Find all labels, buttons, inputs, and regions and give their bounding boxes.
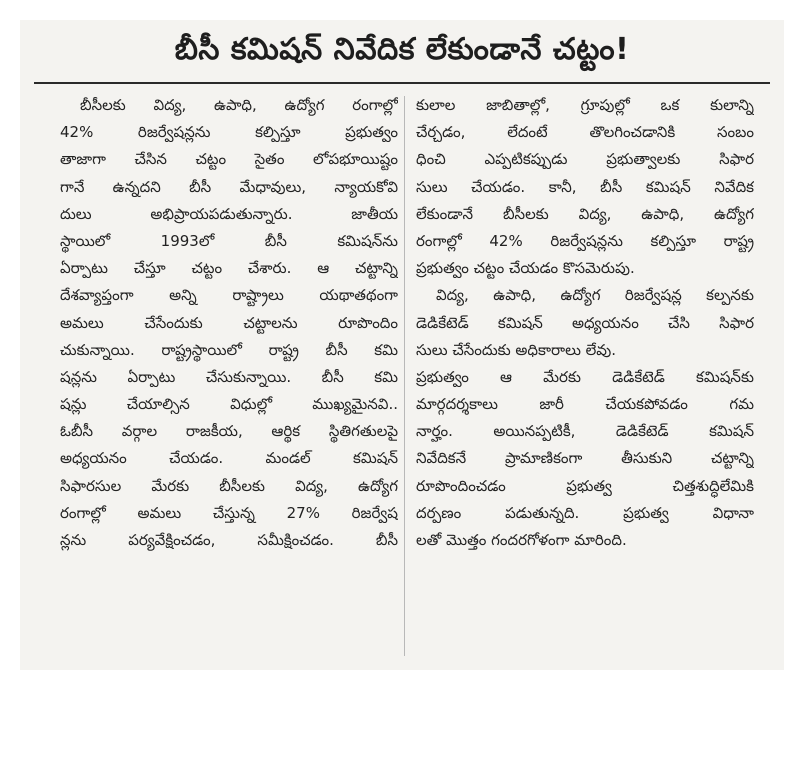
text-line: లేకుండానే బీసీలకు విద్య, ఉపాధి, ఉద్యోగ [416, 204, 754, 223]
headline: బీసీ కమిషన్ నివేదిక లేకుండానే చట్టం! [174, 32, 630, 67]
text-line: సిఫారసుల మేరకు బీసీలకు విద్య, ఉద్యోగ [60, 476, 398, 495]
text-line: రంగాల్లో 42% రిజర్వేషన్లను కల్పిస్తూ రాష్ట్ర [416, 231, 754, 250]
text-line: ధించి ఎప్పటికప్పుడు ప్రభుత్వాలకు సిఫార [416, 150, 754, 169]
text-line: స్థాయిలో 1993లో బీసీ కమిషన్‌ను [60, 231, 398, 250]
text-line: చుకున్నాయి. రాష్ట్రస్థాయిలో రాష్ట్ర బీసీ కమి [60, 340, 398, 359]
headline-rule [34, 82, 770, 84]
text-line: షన్లు చేయాల్సిన విధుల్లో ముఖ్యమైనవి.. [60, 395, 398, 414]
text-line: ప్రభుత్వం ఆ మేరకు డెడికేటెడ్ కమిషన్‌కు [416, 367, 754, 386]
text-line: ఏర్పాటు చేస్తూ చట్టం చేశారు. ఆ చట్టాన్ని [60, 259, 398, 278]
text-line: కులాల జాబితాల్లో, గ్రూపుల్లో ఒక కులాన్ని [416, 96, 754, 114]
text-line: సులు చేసేందుకు అధికారాలు లేవు. [416, 340, 617, 359]
text-line: సులు చేయడం. కానీ, బీసీ కమిషన్ నివేదిక [416, 177, 754, 196]
text-line: మార్గదర్శకాలు జారీ చేయకపోవడం గమ [416, 395, 754, 414]
news-clipping [20, 20, 784, 670]
text-line: నార్హం. అయినప్పటికీ, డెడికేటెడ్ కమిషన్ [416, 422, 754, 441]
text-line: షన్లను ఏర్పాటు చేసుకున్నాయి. బీసీ కమి [60, 367, 398, 386]
text-line: అమలు చేసేందుకు చట్టాలను రూపొందిం [60, 313, 398, 332]
left-column [60, 92, 398, 554]
text-line: చేర్చడం, లేదంటే తొలగించడానికి సంబం [416, 123, 754, 142]
text-line: దేశవ్యాప్తంగా అన్ని రాష్ట్రాలు యథాతథంగా [60, 286, 398, 305]
text-line: తాజాగా చేసిన చట్టం సైతం లోపభూయిష్టం [60, 150, 398, 169]
text-line: నివేదికనే ప్రామాణికంగా తీసుకుని చట్టాన్ని [416, 449, 754, 468]
text-line: దులు అభిప్రాయపడుతున్నారు. జాతీయ [60, 204, 398, 223]
column-divider [404, 96, 405, 656]
text-line: న్లను పర్యవేక్షించడం, సమీక్షించడం. బీసీ [60, 531, 398, 549]
text-line: అధ్యయనం చేయడం. మండల్ కమిషన్ [60, 449, 398, 468]
text-line: 42% రిజర్వేషన్లను కల్పిస్తూ ప్రభుత్వం [60, 123, 398, 142]
text-line: లతో మొత్తం గందరగోళంగా మారింది. [416, 531, 627, 549]
text-line: డెడికేటెడ్ కమిషన్ అధ్యయనం చేసి సిఫార [416, 313, 754, 332]
text-line: రంగాల్లో అమలు చేస్తున్న 27% రిజర్వేష [60, 503, 398, 522]
text-line: ఓబీసీ వర్గాల రాజకీయ, ఆర్థిక స్థితిగతులపై [60, 422, 398, 441]
text-line: రూపొందించడం ప్రభుత్వ చిత్తశుద్ధిలేమికి [416, 476, 754, 495]
text-line: గానే ఉన్నదని బీసీ మేధావులు, న్యాయకోవి [60, 177, 398, 196]
text-line: బీసీలకు విద్య, ఉపాధి, ఉద్యోగ రంగాల్లో [80, 96, 398, 114]
text-line: ప్రభుత్వం చట్టం చేయడం కొసమెరుపు. [416, 259, 635, 278]
right-column [416, 92, 754, 554]
text-line: దర్పణం పడుతున్నది. ప్రభుత్వ విధానా [416, 503, 754, 522]
text-line: విద్య, ఉపాధి, ఉద్యోగ రిజర్వేషన్ల కల్పనకు [436, 286, 754, 305]
